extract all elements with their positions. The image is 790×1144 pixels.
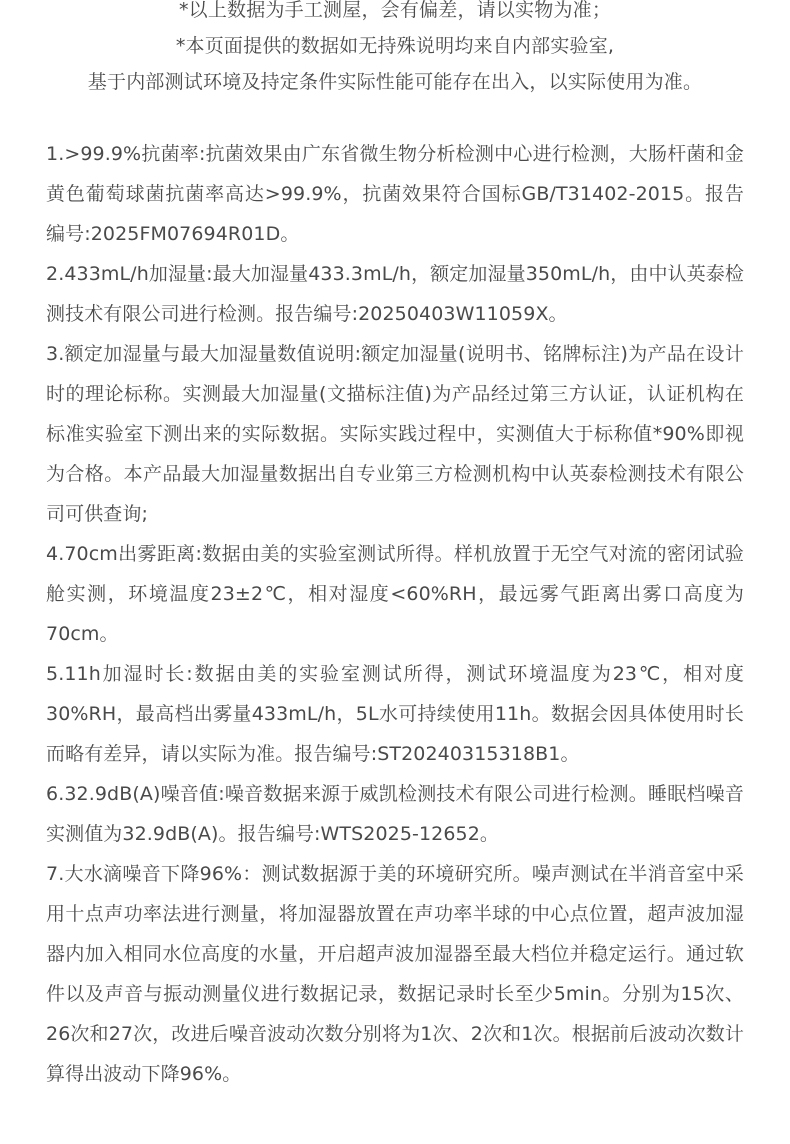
note-runtime: 5.11h加湿时长:数据由美的实验室测试所得，测试环境温度为23℃，相对度30%RH，最高档出雾量433mL/h，5L水可持续使用11h。数据会因具体使用时长而略有差异，请以实际为准。报告编号:ST20240315318B1。 bbox=[46, 663, 744, 765]
disclaimer-line: 基于内部测试环境及持定条件实际性能可能存在出入，以实际使用为准。 bbox=[87, 71, 703, 93]
disclaimer-header bbox=[0, 0, 790, 100]
note-droplet-noise: 7.大水滴噪音下降96%：测试数据源于美的环境研究所。噪声测试在半消音室中采用十点声功率法进行测量，将加湿器放置在声功率半球的中心点位置，超声波加湿器内加入相同水位高度的水量，开启超声波加湿器至最大档位并稳定运行。通过软件以及声音与振动测量仪进行数据记录，数据记录时长至少5min。分别为15次、26次和27次，改进后噪音波动次数分别将为1次、2次和1次。根据前后波动次数计算得出波动下降96%。 bbox=[46, 863, 744, 1085]
note-humidification-rate: 2.433mL/h加湿量:最大加湿量433.3mL/h，额定加湿量350mL/h，由中认英泰检测技术有限公司进行检测。报告编号:20250403W11059X。 bbox=[46, 263, 744, 325]
disclaimer-line: *本页面提供的数据如无持殊说明均来自内部实验室, bbox=[175, 35, 615, 57]
note-rated-vs-max: 3.额定加湿量与最大加湿量数值说明:额定加湿量(说明书、铭牌标注)为产品在设计时的理论标称。实测最大加湿量(文描标注值)为产品经过第三方认证，认证机构在标准实验室下测出来的实际数据。实际实践过程中，实测值大于标称值*90%即视为合格。本产品最大加湿量数据出自专业第三方检测机构中认英泰检测技术有限公司可供查询; bbox=[46, 343, 744, 525]
note-mist-distance: 4.70cm出雾距离:数据由美的实验室测试所得。样机放置于无空气对流的密闭试验舱实测，环境温度23±2℃，相对湿度<60%RH，最远雾气距离出雾口高度为70cm。 bbox=[46, 543, 744, 645]
note-noise-level: 6.32.9dB(A)噪音值:噪音数据来源于威凯检测技术有限公司进行检测。睡眠档噪音实测值为32.9dB(A)。报告编号:WTS2025-12652。 bbox=[46, 783, 744, 845]
disclaimer-line: *以上数据为手工测屋，会有偏差，请以实物为准； bbox=[178, 0, 612, 21]
test-notes-list bbox=[0, 134, 790, 1094]
note-antibacterial: 1.>99.9%抗菌率:抗菌效果由广东省微生物分析检测中心进行检测，大肠杆菌和金黄色葡萄球菌抗菌率高达>99.9%，抗菌效果符合国标GB/T31402-2015。报告编号:2025FM07694R01D。 bbox=[46, 143, 744, 245]
